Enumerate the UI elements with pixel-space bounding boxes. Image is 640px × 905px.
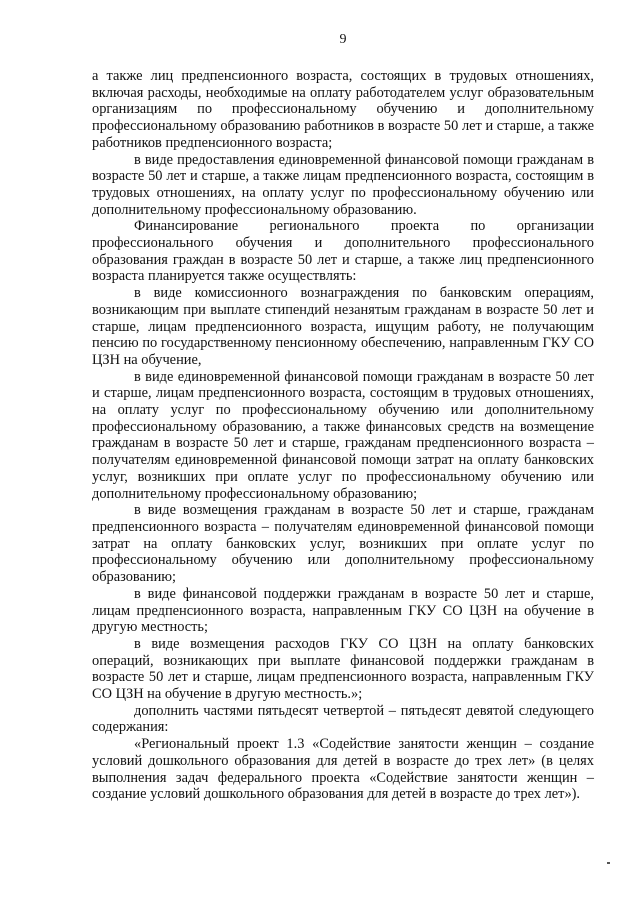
scan-speck bbox=[607, 862, 610, 864]
paragraph: в виде финансовой поддержки гражданам в возрасте 50 лет и старше, лицам предпенсионного возраста, направленным ГКУ СО ЦЗН на обучение в другую местность; bbox=[92, 585, 594, 636]
paragraph: в виде предоставления единовременной финансовой помощи гражданам в возрасте 50 лет и старше, а также лицам предпенсионного возраста, состоящим в трудовых отношениях, на оплату услуг по профессиональному обучению или дополнительному профессиональному образованию. bbox=[92, 151, 594, 218]
paragraph: в виде возмещения гражданам в возрасте 50 лет и старше, гражданам предпенсионного возраста – получателям единовременной финансовой помощи затрат на оплату банковских услуг, возникших при оплате услуг по профессиональному обучению или дополнительному профессиональному образованию; bbox=[92, 502, 594, 586]
paragraph: «Региональный проект 1.3 «Содействие занятости женщин – создание условий дошкольного образования для детей в возрасте до трех лет» (в целях выполнения задач федерального проекта «Содействие занятости женщин – создание условий дошкольного образования для детей в возрасте до трех лет»). bbox=[92, 736, 594, 803]
paragraph: в виде комиссионного вознаграждения по банковским операциям, возникающим при выплате стипендий незанятым гражданам в возрасте 50 лет и старше, лицам предпенсионного возраста, ищущим работу, не получающим пенсию по государственному пенсионному обеспечению, направленным ГКУ СО ЦЗН на обучение, bbox=[92, 285, 594, 368]
paragraph: в виде возмещения расходов ГКУ СО ЦЗН на оплату банковских операций, возникающих при выплате финансовой поддержки гражданам в возрасте 50 лет и старше, лицам предпенсионного возраста, направленным ГКУ СО ЦЗН на обучение в другую местность.»; bbox=[92, 635, 594, 703]
page-number: 9 bbox=[339, 32, 347, 47]
paragraph: в виде единовременной финансовой помощи гражданам в возрасте 50 лет и старше, лицам предпенсионного возраста, состоящим в трудовых отношениях, на оплату услуг по профессиональному обучению или дополнительному профессиональному образованию, а также финансовых средств на возмещение гражданам в возрасте 50 лет и старше, гражданам предпенсионного возраста – получателям единовременной финансовой помощи затрат на оплату банковских услуг, возникших при оплате услуг по профессиональному обучению или дополнительному профессиональному образованию; bbox=[92, 368, 594, 502]
paragraph: дополнить частями пятьдесят четвертой – пятьдесят девятой следующего содержания: bbox=[92, 702, 594, 736]
paragraph: а также лиц предпенсионного возраста, состоящих в трудовых отношениях, включая расходы, необходимые на оплату работодателем услуг образовательным организациям по профессиональному обучению и дополнительному профессиональному образованию работников в возрасте 50 лет и старше, а также работников предпенсионного возраста; bbox=[92, 68, 594, 151]
paragraph: Финансирование регионального проекта по организации профессионального обучения и дополнительного профессионального образования граждан в возрасте 50 лет и старше, а также лиц предпенсионного возраста планируется также осуществлять: bbox=[92, 218, 594, 285]
document-body bbox=[92, 68, 594, 803]
